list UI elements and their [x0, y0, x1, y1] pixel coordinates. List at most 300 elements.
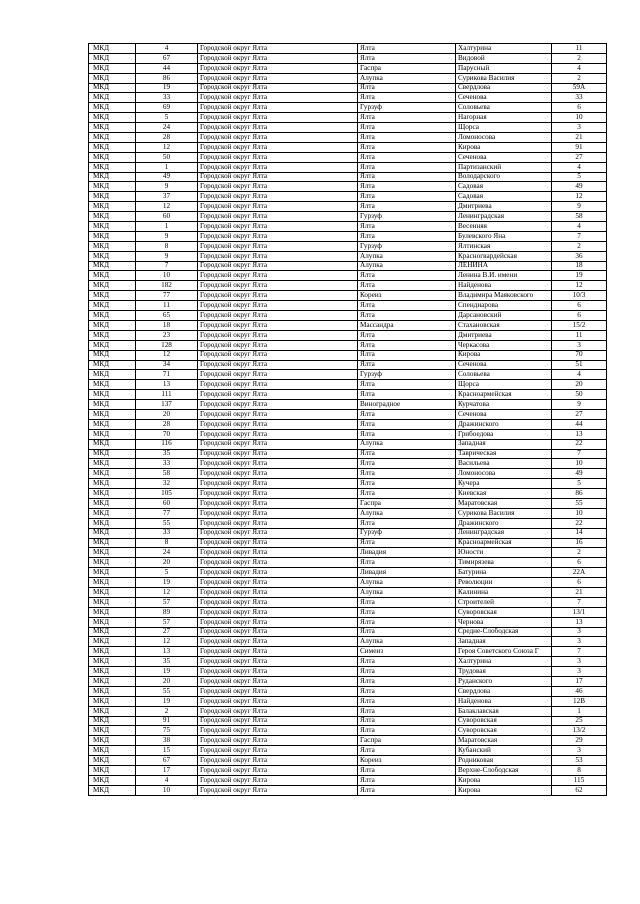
district-cell: Городской округ Ялта: [198, 83, 358, 93]
locality-cell: Алупка: [358, 261, 456, 271]
house-cell: 70: [552, 350, 607, 360]
house-cell: 1: [552, 706, 607, 716]
type-cell: МКД: [89, 133, 136, 143]
street-cell: Владимира Маяковского: [456, 291, 552, 301]
type-cell: МКД: [89, 409, 136, 419]
house-cell: 27: [552, 152, 607, 162]
house-cell: 13/2: [552, 726, 607, 736]
house-cell: 18: [552, 261, 607, 271]
locality-cell: Ялта: [358, 766, 456, 776]
locality-cell: Ялта: [358, 429, 456, 439]
type-cell: МКД: [89, 617, 136, 627]
locality-cell: Ялта: [358, 113, 456, 123]
locality-cell: Ялта: [358, 459, 456, 469]
district-cell: Городской округ Ялта: [198, 419, 358, 429]
district-cell: Городской округ Ялта: [198, 775, 358, 785]
street-cell: Найденова: [456, 281, 552, 291]
district-cell: Городской округ Ялта: [198, 696, 358, 706]
type-cell: МКД: [89, 202, 136, 212]
type-cell: МКД: [89, 647, 136, 657]
locality-cell: Ялта: [358, 360, 456, 370]
district-cell: Городской округ Ялта: [198, 222, 358, 232]
number-cell: 32: [136, 479, 198, 489]
type-cell: МКД: [89, 93, 136, 103]
district-cell: Городской округ Ялта: [198, 627, 358, 637]
locality-cell: Ялта: [358, 53, 456, 63]
table-row: [89, 429, 607, 439]
street-cell: Калинина: [456, 587, 552, 597]
district-cell: Городской округ Ялта: [198, 113, 358, 123]
district-cell: Городской округ Ялта: [198, 192, 358, 202]
number-cell: 44: [136, 63, 198, 73]
table-row: [89, 301, 607, 311]
house-cell: 46: [552, 686, 607, 696]
table-row: [89, 271, 607, 281]
district-cell: Городской округ Ялта: [198, 370, 358, 380]
district-cell: Городской округ Ялта: [198, 637, 358, 647]
table-row: [89, 320, 607, 330]
locality-cell: Ялта: [358, 746, 456, 756]
type-cell: МКД: [89, 340, 136, 350]
district-cell: Городской округ Ялта: [198, 63, 358, 73]
table-row: [89, 736, 607, 746]
locality-cell: Ялта: [358, 182, 456, 192]
locality-cell: Ливадия: [358, 568, 456, 578]
house-cell: 7: [552, 597, 607, 607]
table-row: [89, 400, 607, 410]
number-cell: 69: [136, 103, 198, 113]
number-cell: 5: [136, 113, 198, 123]
district-cell: Городской округ Ялта: [198, 469, 358, 479]
locality-cell: Ливадия: [358, 548, 456, 558]
locality-cell: Ялта: [358, 93, 456, 103]
locality-cell: Ялта: [358, 44, 456, 54]
locality-cell: Алупка: [358, 439, 456, 449]
house-cell: 15/2: [552, 320, 607, 330]
table-row: [89, 667, 607, 677]
type-cell: МКД: [89, 251, 136, 261]
table-row: [89, 291, 607, 301]
district-cell: Городской округ Ялта: [198, 320, 358, 330]
house-cell: 51: [552, 360, 607, 370]
type-cell: МКД: [89, 518, 136, 528]
house-cell: 6: [552, 578, 607, 588]
street-cell: Ломоносова: [456, 469, 552, 479]
table-row: [89, 756, 607, 766]
street-cell: Сеченова: [456, 152, 552, 162]
locality-cell: Ялта: [358, 696, 456, 706]
table-row: [89, 350, 607, 360]
table-row: [89, 152, 607, 162]
number-cell: 27: [136, 627, 198, 637]
house-cell: 50: [552, 390, 607, 400]
house-cell: 12В: [552, 696, 607, 706]
house-cell: 7: [552, 449, 607, 459]
type-cell: МКД: [89, 627, 136, 637]
house-cell: 22А: [552, 568, 607, 578]
number-cell: 19: [136, 667, 198, 677]
locality-cell: Ялта: [358, 518, 456, 528]
table-row: [89, 390, 607, 400]
street-cell: Сурикова Василия: [456, 508, 552, 518]
street-cell: Сеченова: [456, 93, 552, 103]
street-cell: Суворовская: [456, 726, 552, 736]
district-cell: Городской округ Ялта: [198, 617, 358, 627]
type-cell: МКД: [89, 380, 136, 390]
type-cell: МКД: [89, 400, 136, 410]
house-cell: 44: [552, 419, 607, 429]
locality-cell: Ялта: [358, 350, 456, 360]
house-cell: 4: [552, 63, 607, 73]
street-cell: Ленинградская: [456, 212, 552, 222]
table-row: [89, 93, 607, 103]
type-cell: МКД: [89, 607, 136, 617]
house-cell: 21: [552, 587, 607, 597]
number-cell: 12: [136, 142, 198, 152]
locality-cell: Ялта: [358, 123, 456, 133]
type-cell: МКД: [89, 469, 136, 479]
street-cell: Кирова: [456, 350, 552, 360]
house-cell: 55: [552, 498, 607, 508]
street-cell: Кирова: [456, 785, 552, 795]
house-cell: 13/1: [552, 607, 607, 617]
locality-cell: Ялта: [358, 172, 456, 182]
number-cell: 60: [136, 498, 198, 508]
district-cell: Городской округ Ялта: [198, 231, 358, 241]
locality-cell: Симеиз: [358, 647, 456, 657]
table-row: [89, 775, 607, 785]
number-cell: 2: [136, 706, 198, 716]
table-row: [89, 231, 607, 241]
number-cell: 37: [136, 192, 198, 202]
street-cell: Ялтинская: [456, 241, 552, 251]
type-cell: МКД: [89, 301, 136, 311]
house-cell: 25: [552, 716, 607, 726]
table-row: [89, 508, 607, 518]
locality-cell: Ялта: [358, 726, 456, 736]
type-cell: МКД: [89, 241, 136, 251]
table-row: [89, 647, 607, 657]
table-row: [89, 370, 607, 380]
locality-cell: Ялта: [358, 202, 456, 212]
number-cell: 17: [136, 766, 198, 776]
locality-cell: Ялта: [358, 706, 456, 716]
street-cell: ЛЕНИНА: [456, 261, 552, 271]
table-row: [89, 657, 607, 667]
district-cell: Городской округ Ялта: [198, 202, 358, 212]
street-cell: Щорса: [456, 380, 552, 390]
district-cell: Городской округ Ялта: [198, 785, 358, 795]
locality-cell: Ялта: [358, 271, 456, 281]
table-row: [89, 459, 607, 469]
district-cell: Городской округ Ялта: [198, 400, 358, 410]
number-cell: 9: [136, 231, 198, 241]
street-cell: Парусный: [456, 63, 552, 73]
type-cell: МКД: [89, 311, 136, 321]
type-cell: МКД: [89, 637, 136, 647]
street-cell: Соловьева: [456, 370, 552, 380]
table-row: [89, 696, 607, 706]
district-cell: Городской округ Ялта: [198, 429, 358, 439]
table-row: [89, 607, 607, 617]
house-cell: 2: [552, 241, 607, 251]
type-cell: МКД: [89, 281, 136, 291]
house-cell: 13: [552, 617, 607, 627]
house-cell: 49: [552, 469, 607, 479]
street-cell: Садовая: [456, 192, 552, 202]
number-cell: 55: [136, 686, 198, 696]
type-cell: МКД: [89, 716, 136, 726]
number-cell: 7: [136, 261, 198, 271]
type-cell: МКД: [89, 370, 136, 380]
number-cell: 34: [136, 360, 198, 370]
type-cell: МКД: [89, 162, 136, 172]
number-cell: 19: [136, 696, 198, 706]
district-cell: Городской округ Ялта: [198, 667, 358, 677]
locality-cell: Ялта: [358, 380, 456, 390]
house-cell: 12: [552, 192, 607, 202]
house-cell: 10/3: [552, 291, 607, 301]
number-cell: 89: [136, 607, 198, 617]
table-row: [89, 251, 607, 261]
locality-cell: Гаспра: [358, 63, 456, 73]
house-cell: 27: [552, 409, 607, 419]
locality-cell: Гурзуф: [358, 370, 456, 380]
number-cell: 50: [136, 152, 198, 162]
locality-cell: Ялта: [358, 627, 456, 637]
type-cell: МКД: [89, 775, 136, 785]
type-cell: МКД: [89, 766, 136, 776]
house-cell: 4: [552, 162, 607, 172]
number-cell: 137: [136, 400, 198, 410]
number-cell: 1: [136, 162, 198, 172]
district-cell: Городской округ Ялта: [198, 133, 358, 143]
district-cell: Городской округ Ялта: [198, 162, 358, 172]
locality-cell: Гурзуф: [358, 528, 456, 538]
district-cell: Городской округ Ялта: [198, 439, 358, 449]
number-cell: 49: [136, 172, 198, 182]
table-row: [89, 449, 607, 459]
district-cell: Городской округ Ялта: [198, 73, 358, 83]
number-cell: 77: [136, 508, 198, 518]
table-row: [89, 241, 607, 251]
number-cell: 18: [136, 320, 198, 330]
street-cell: Красногвардейская: [456, 251, 552, 261]
street-cell: Кубанский: [456, 746, 552, 756]
number-cell: 10: [136, 785, 198, 795]
locality-cell: Алупка: [358, 73, 456, 83]
table-row: [89, 469, 607, 479]
number-cell: 67: [136, 53, 198, 63]
number-cell: 11: [136, 301, 198, 311]
number-cell: 77: [136, 291, 198, 301]
type-cell: МКД: [89, 528, 136, 538]
district-cell: Городской округ Ялта: [198, 716, 358, 726]
number-cell: 57: [136, 617, 198, 627]
number-cell: 13: [136, 647, 198, 657]
street-cell: Сеченова: [456, 409, 552, 419]
house-cell: 33: [552, 93, 607, 103]
table-body: [89, 44, 607, 796]
street-cell: Дмитриева: [456, 330, 552, 340]
number-cell: 15: [136, 746, 198, 756]
house-cell: 21: [552, 133, 607, 143]
number-cell: 35: [136, 657, 198, 667]
street-cell: Балаклавская: [456, 706, 552, 716]
house-cell: 20: [552, 380, 607, 390]
type-cell: МКД: [89, 212, 136, 222]
district-cell: Городской округ Ялта: [198, 271, 358, 281]
type-cell: МКД: [89, 578, 136, 588]
street-cell: Суворовская: [456, 716, 552, 726]
house-cell: 8: [552, 766, 607, 776]
locality-cell: Ялта: [358, 479, 456, 489]
locality-cell: Ялта: [358, 142, 456, 152]
locality-cell: Ялта: [358, 667, 456, 677]
house-cell: 12: [552, 281, 607, 291]
house-cell: 10: [552, 459, 607, 469]
table-row: [89, 686, 607, 696]
type-cell: МКД: [89, 785, 136, 795]
type-cell: МКД: [89, 330, 136, 340]
street-cell: Халтурина: [456, 657, 552, 667]
number-cell: 33: [136, 93, 198, 103]
type-cell: МКД: [89, 657, 136, 667]
district-cell: Городской округ Ялта: [198, 657, 358, 667]
number-cell: 13: [136, 380, 198, 390]
street-cell: Стахановская: [456, 320, 552, 330]
table-row: [89, 222, 607, 232]
district-cell: Городской округ Ялта: [198, 538, 358, 548]
number-cell: 9: [136, 182, 198, 192]
table-row: [89, 103, 607, 113]
district-cell: Городской округ Ялта: [198, 568, 358, 578]
district-cell: Городской округ Ялта: [198, 251, 358, 261]
number-cell: 4: [136, 44, 198, 54]
number-cell: 4: [136, 775, 198, 785]
number-cell: 12: [136, 587, 198, 597]
number-cell: 20: [136, 558, 198, 568]
street-cell: Найденова: [456, 696, 552, 706]
house-cell: 3: [552, 340, 607, 350]
table-row: [89, 726, 607, 736]
number-cell: 182: [136, 281, 198, 291]
district-cell: Городской округ Ялта: [198, 508, 358, 518]
number-cell: 71: [136, 370, 198, 380]
type-cell: МКД: [89, 271, 136, 281]
type-cell: МКД: [89, 706, 136, 716]
street-cell: Дмитриева: [456, 202, 552, 212]
table-row: [89, 518, 607, 528]
number-cell: 20: [136, 677, 198, 687]
locality-cell: Гурзуф: [358, 241, 456, 251]
district-cell: Городской округ Ялта: [198, 142, 358, 152]
number-cell: 12: [136, 202, 198, 212]
house-cell: 6: [552, 301, 607, 311]
street-cell: Кучера: [456, 479, 552, 489]
table-row: [89, 785, 607, 795]
locality-cell: Ялта: [358, 390, 456, 400]
street-cell: Революции: [456, 578, 552, 588]
number-cell: 8: [136, 538, 198, 548]
table-row: [89, 479, 607, 489]
house-cell: 3: [552, 746, 607, 756]
street-cell: Свердлова: [456, 83, 552, 93]
table-row: [89, 746, 607, 756]
street-cell: Красноармейская: [456, 390, 552, 400]
district-cell: Городской округ Ялта: [198, 686, 358, 696]
number-cell: 28: [136, 133, 198, 143]
number-cell: 57: [136, 597, 198, 607]
type-cell: МКД: [89, 568, 136, 578]
number-cell: 33: [136, 528, 198, 538]
number-cell: 91: [136, 716, 198, 726]
district-cell: Городской округ Ялта: [198, 587, 358, 597]
locality-cell: Гаспра: [358, 498, 456, 508]
house-cell: 6: [552, 311, 607, 321]
house-cell: 36: [552, 251, 607, 261]
locality-cell: Виноградное: [358, 400, 456, 410]
type-cell: МКД: [89, 172, 136, 182]
locality-cell: Ялта: [358, 489, 456, 499]
table-row: [89, 340, 607, 350]
number-cell: 33: [136, 459, 198, 469]
table-row: [89, 261, 607, 271]
house-cell: 3: [552, 123, 607, 133]
street-cell: Спендиарова: [456, 301, 552, 311]
district-cell: Городской округ Ялта: [198, 518, 358, 528]
street-cell: Дражинского: [456, 419, 552, 429]
district-cell: Городской округ Ялта: [198, 548, 358, 558]
number-cell: 38: [136, 736, 198, 746]
locality-cell: Ялта: [358, 657, 456, 667]
locality-cell: Гурзуф: [358, 103, 456, 113]
house-cell: 19: [552, 271, 607, 281]
type-cell: МКД: [89, 53, 136, 63]
locality-cell: Ялта: [358, 775, 456, 785]
number-cell: 60: [136, 212, 198, 222]
number-cell: 86: [136, 73, 198, 83]
type-cell: МКД: [89, 439, 136, 449]
street-cell: Маратовская: [456, 498, 552, 508]
number-cell: 111: [136, 390, 198, 400]
district-cell: Городской округ Ялта: [198, 360, 358, 370]
house-cell: 2: [552, 548, 607, 558]
number-cell: 65: [136, 311, 198, 321]
table-row: [89, 142, 607, 152]
district-cell: Городской округ Ялта: [198, 746, 358, 756]
type-cell: МКД: [89, 360, 136, 370]
house-cell: 6: [552, 103, 607, 113]
type-cell: МКД: [89, 736, 136, 746]
house-cell: 62: [552, 785, 607, 795]
type-cell: МКД: [89, 667, 136, 677]
type-cell: МКД: [89, 597, 136, 607]
street-cell: Володарского: [456, 172, 552, 182]
table-row: [89, 182, 607, 192]
locality-cell: Ялта: [358, 301, 456, 311]
locality-cell: Ялта: [358, 409, 456, 419]
table-row: [89, 330, 607, 340]
district-cell: Городской округ Ялта: [198, 558, 358, 568]
district-cell: Городской округ Ялта: [198, 340, 358, 350]
district-cell: Городской округ Ялта: [198, 607, 358, 617]
locality-cell: Ялта: [358, 686, 456, 696]
district-cell: Городской округ Ялта: [198, 409, 358, 419]
street-cell: Киевская: [456, 489, 552, 499]
house-cell: 9: [552, 400, 607, 410]
locality-cell: Алупка: [358, 637, 456, 647]
